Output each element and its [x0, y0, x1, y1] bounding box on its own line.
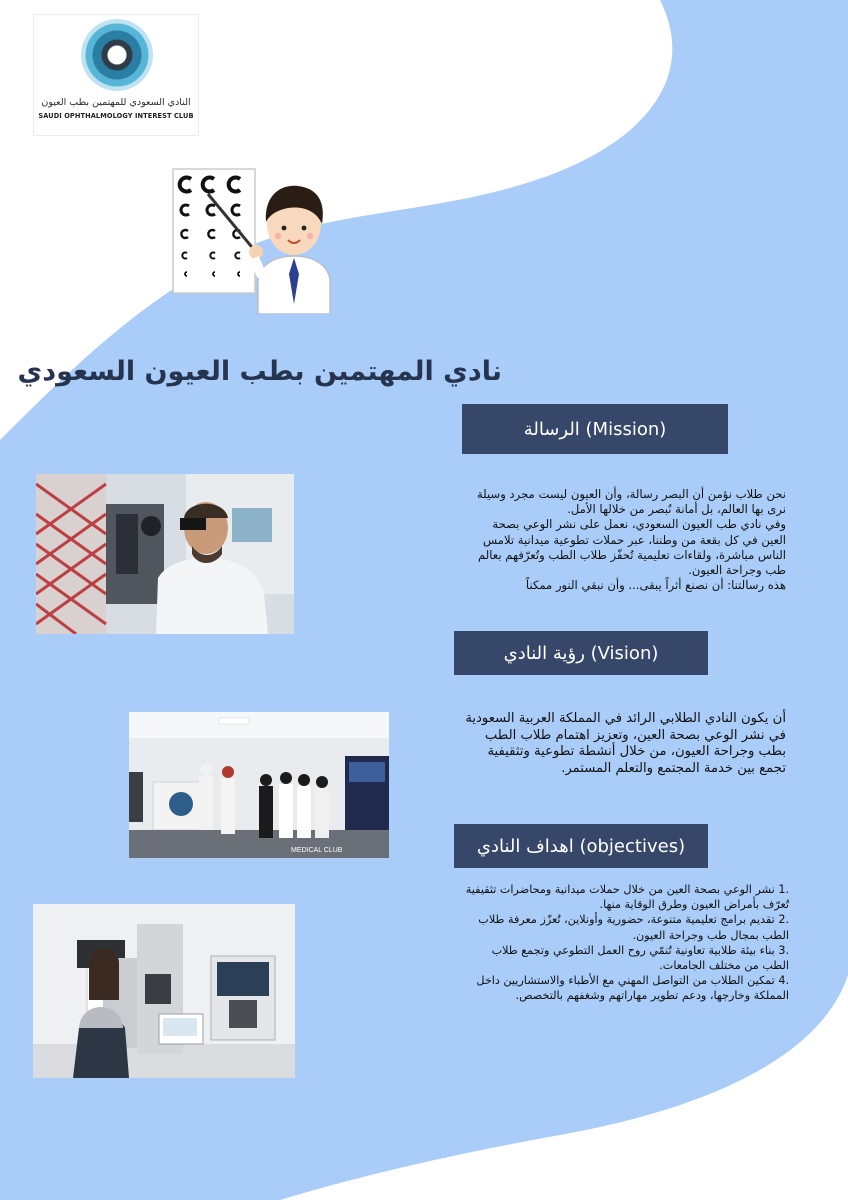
eye-logo-icon	[81, 19, 153, 91]
vision-line: أن يكون النادي الطلابي الرائد في المملكة العربية السعودية	[465, 711, 786, 726]
mission-line: العين في كل بقعة من وطننا، عبر حملات تطوعية ميدانية تلامس	[482, 532, 786, 547]
mission-line: نحن طلاب نؤمن أن البصر رسالة، وأن العيون ليست مجرد وسيلة	[476, 487, 786, 501]
mission-line: طب وجراحة العيون.	[688, 563, 786, 578]
logo-english-name: SAUDI OPHTHALMOLOGY INTEREST CLUB	[38, 112, 194, 120]
objectives-photo	[33, 904, 295, 1078]
objectives-line: .4 تمكين الطلاب من التواصل المهني مع الأطباء والاستشاريين داخل	[476, 974, 789, 988]
mission-heading: الرسالة (Mission)	[462, 404, 728, 454]
vision-photo	[129, 712, 389, 858]
banner-text: MEDICAL CLUB	[291, 847, 343, 854]
vision-heading: رؤية النادي (Vision)	[454, 631, 708, 675]
objectives-heading: اهداف النادي (objectives)	[454, 824, 708, 868]
vision-line: بطب وجراحة العيون، من خلال أنشطة تطوعية وتثقيفية	[487, 744, 786, 759]
vision-text	[396, 711, 786, 777]
doctor-eye-chart-illustration	[170, 166, 334, 314]
bottom-white-wave	[280, 975, 848, 1200]
mission-line: الناس مباشرة، ولقاءات تعليمية تُحفّز طلاب الطب وتُعرّفهم بعالم	[478, 547, 786, 562]
objectives-line: .2 تقديم برامج تعليمية متنوعة، حضورية وأونلاين، تُعزّز معرفة طلاب	[478, 913, 789, 927]
objectives-line: .3 بناء بيئة طلابية تعاونية تُنمّي روح العمل التطوعي وتجمع طلاب	[491, 943, 789, 957]
vision-line: تجمع بين خدمة المجتمع والتعلم المستمر.	[561, 760, 786, 776]
mission-photo	[36, 474, 294, 634]
objectives-line: الطب من مختلف الجامعات.	[659, 959, 789, 973]
mission-line: وفي نادي طب العيون السعودي، نعمل على نشر الوعي بصحة	[492, 517, 786, 532]
mission-line: هذه رسالتنا: أن نصنع أثراً يبقى... وأن نبقي النور ممكناً	[525, 578, 786, 593]
mission-text	[396, 487, 786, 593]
doctor-hand	[249, 245, 263, 259]
objectives-line: المملكة وخارجها، ودعم تطوير مهاراتهم وشغفهم بالتخصص.	[515, 989, 789, 1003]
objectives-text	[385, 882, 789, 1004]
vision-line: في نشر الوعي بصحة العين، وتعزيز اهتمام طلاب الطب	[484, 727, 786, 743]
logo-arabic-name: النادي السعودي للمهتمين بطب العيون	[41, 97, 191, 108]
objectives-line: .1 نشر الوعي بصحة العين من خلال حملات ميدانية ومحاضرات تثقيفية	[465, 883, 789, 896]
club-logo	[33, 14, 199, 136]
mission-line: نرى بها العالم، بل أمانة نُبصر من خلالها الأمل.	[567, 502, 786, 517]
page-title: نادي المهتمين بطب العيون السعودي	[17, 356, 502, 387]
objectives-line: الطب بمجال طب وجراحة العيون.	[632, 928, 789, 942]
objectives-line: تُعرّف بأمراض العيون وطرق الوقاية منها.	[599, 898, 789, 912]
